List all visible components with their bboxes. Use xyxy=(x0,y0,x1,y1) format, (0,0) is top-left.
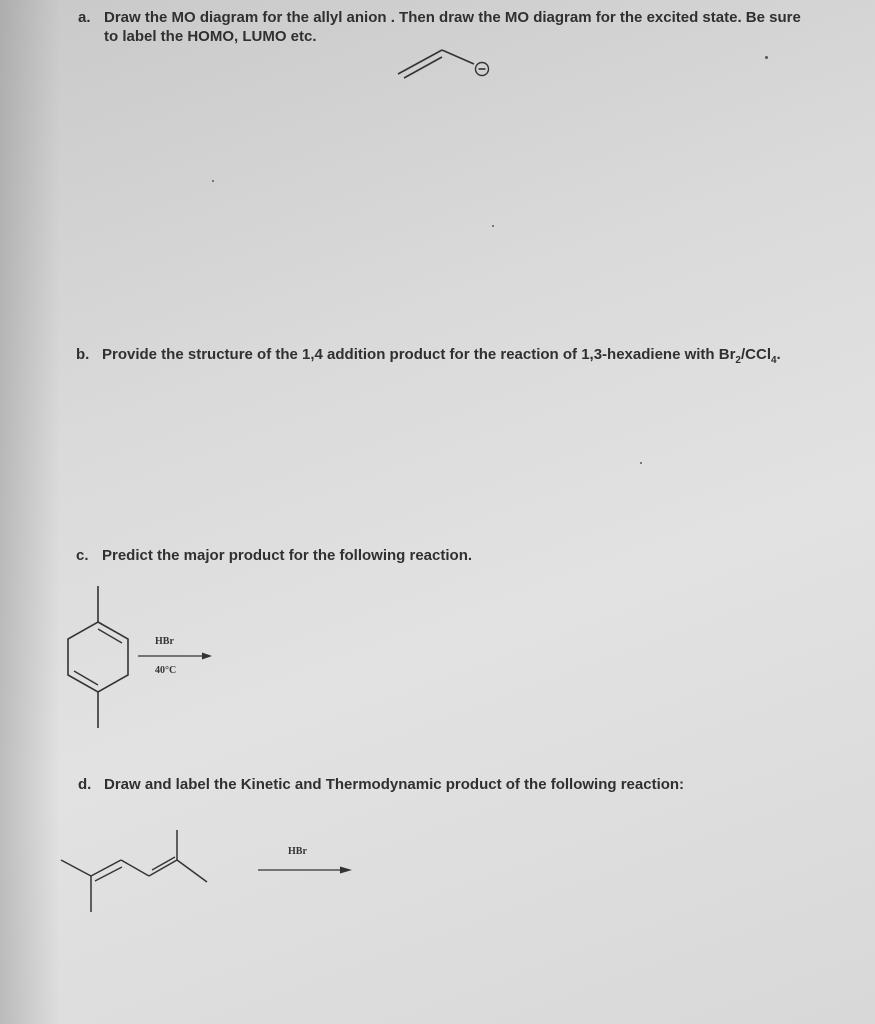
left-methyl-bond xyxy=(61,860,91,876)
question-b-letter: b. xyxy=(76,346,90,363)
question-c xyxy=(76,546,776,565)
ring-hexagon xyxy=(68,622,128,692)
question-d-text: Draw and label the Kinetic and Thermodynamic product of the following reaction: xyxy=(104,776,685,793)
question-a-line1: Draw the MO diagram for the allyl anion . Then draw the MO diagram for the excited state. Be sure xyxy=(104,9,801,26)
right-methyl-bond xyxy=(177,860,207,882)
page-shadow xyxy=(0,0,60,1024)
diene-structure xyxy=(55,822,225,922)
question-b-text-end: . xyxy=(776,346,781,363)
allyl-anion-structure xyxy=(390,38,510,98)
question-b-text: Provide the structure of the 1,4 addition product for the reaction of 1,3-hexadiene with Br xyxy=(102,346,736,363)
question-b-text-mid: /CCl xyxy=(740,346,771,363)
question-d-letter: d. xyxy=(78,776,92,793)
double-bond-2 xyxy=(149,860,177,876)
paper-speck xyxy=(640,462,642,464)
double-bond-1-inner xyxy=(95,867,122,881)
allyl-double-bond-outer xyxy=(398,50,442,74)
double-bond-1 xyxy=(91,860,121,876)
question-b-sub1: 2 xyxy=(735,355,741,366)
question-a-letter: a. xyxy=(78,9,91,26)
question-a-line2: to label the HOMO, LUMO etc. xyxy=(104,28,317,45)
allyl-single-bond xyxy=(442,50,474,64)
question-d xyxy=(78,775,778,794)
cyclohexene-structure xyxy=(55,582,145,732)
reaction-c-arrow xyxy=(136,650,216,662)
paper-speck xyxy=(212,180,214,182)
paper-speck xyxy=(492,225,494,227)
question-c-text: Predict the major product for the following reaction. xyxy=(102,547,473,564)
reaction-c-condition: 40°C xyxy=(155,665,177,676)
ring-double-bond-2 xyxy=(74,671,98,685)
question-b xyxy=(76,345,866,370)
question-c-letter: c. xyxy=(76,547,89,564)
chain-bond-1 xyxy=(121,860,149,876)
reaction-c-reagent: HBr xyxy=(155,636,174,647)
question-b-sub2: 4 xyxy=(770,355,777,366)
reaction-d-reagent: HBr xyxy=(288,846,307,857)
paper-speck xyxy=(765,56,768,59)
reaction-d-arrow xyxy=(256,864,356,876)
ring-double-bond-1 xyxy=(98,629,122,643)
